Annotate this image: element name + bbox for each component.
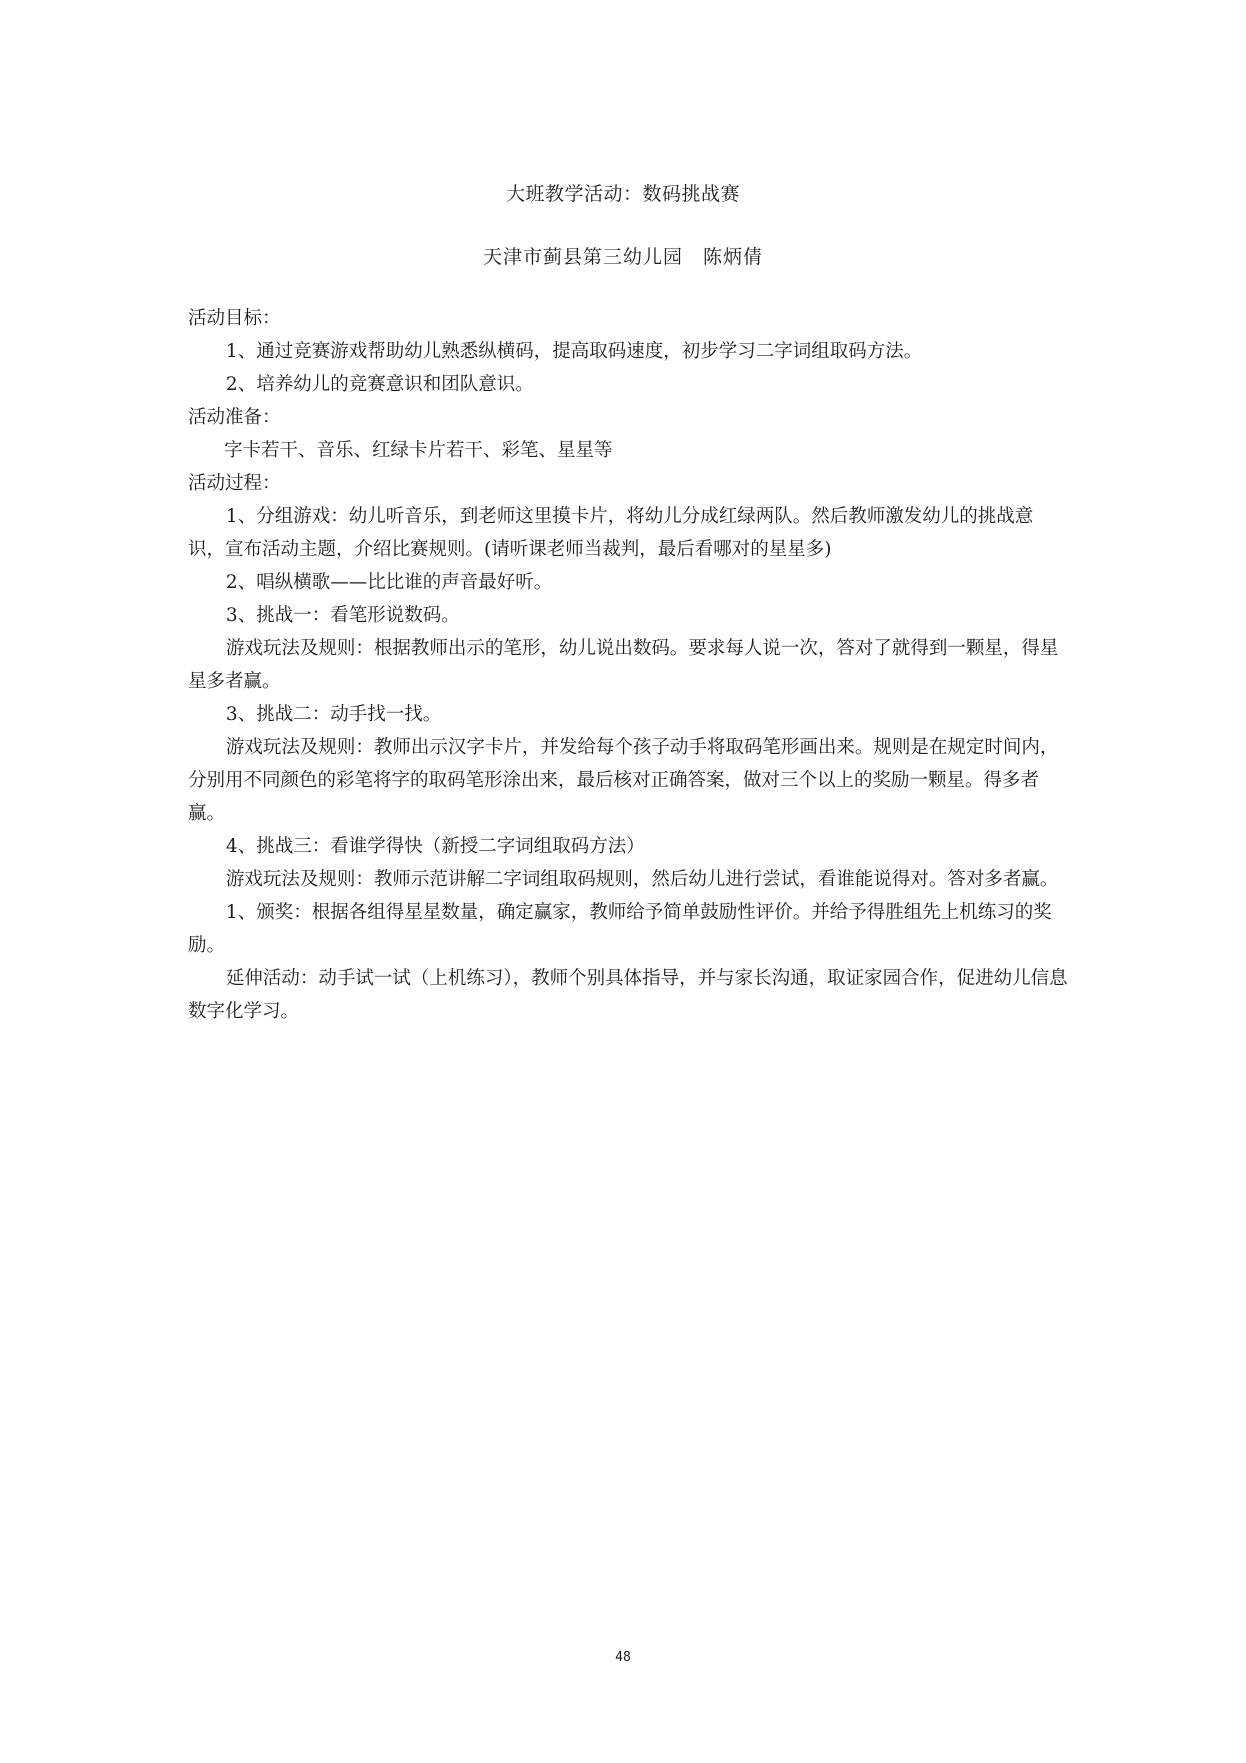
prep-heading: 活动准备：	[188, 407, 281, 428]
extension-activity: 延伸活动：动手试一试（上机练习），教师个别具体指导，并与家长沟通，取证家园合作，促进幼儿信息数字化学习。	[188, 968, 1068, 1022]
goal-item: 2、培养幼儿的竞赛意识和团队意识。	[225, 374, 534, 395]
document-author: 天津市蓟县第三幼儿园 陈炳倩	[482, 246, 763, 268]
award-step: 1、颁奖：根据各组得星星数量，确定赢家，教师给予简单鼓励性评价。并给予得胜组先上机练习的奖励。	[188, 902, 1052, 956]
goal-item: 1、通过竞赛游戏帮助幼儿熟悉纵横码，提高取码速度，初步学习二字词组取码方法。	[225, 341, 923, 362]
page-number: 48	[615, 1650, 631, 1665]
document-body	[188, 302, 1068, 1028]
game-rules: 游戏玩法及规则：教师示范讲解二字词组取码规则，然后幼儿进行尝试，看谁能说得对。答对多者赢。	[225, 869, 1059, 890]
process-heading: 活动过程：	[188, 473, 281, 494]
process-step: 3、挑战一：看笔形说数码。	[225, 605, 460, 626]
process-step: 4、挑战三：看谁学得快（新授二字词组取码方法）	[225, 836, 645, 857]
process-step: 2、唱纵横歌——比比谁的声音最好听。	[225, 572, 553, 593]
game-rules: 游戏玩法及规则：教师出示汉字卡片，并发给每个孩子动手将取码笔形画出来。规则是在规定时间内，分别用不同颜色的彩笔将字的取码笔形涂出来，最后核对正确答案，做对三个以上的奖励一颗星。得多者赢。	[188, 737, 1059, 824]
document-title: 大班教学活动：数码挑战赛	[505, 183, 740, 205]
goals-heading: 活动目标：	[188, 308, 281, 329]
process-step: 1、分组游戏：幼儿听音乐，到老师这里摸卡片，将幼儿分成红绿两队。然后教师激发幼儿的挑战意识，宣布活动主题，介绍比赛规则。(请听课老师当裁判，最后看哪对的星星多)	[188, 506, 1034, 560]
process-step: 3、挑战二：动手找一找。	[225, 704, 442, 725]
game-rules: 游戏玩法及规则：根据教师出示的笔形，幼儿说出数码。要求每人说一次，答对了就得到一颗星，得星星多者赢。	[188, 638, 1059, 692]
prep-items: 字卡若干、音乐、红绿卡片若干、彩笔、星星等	[224, 440, 613, 461]
